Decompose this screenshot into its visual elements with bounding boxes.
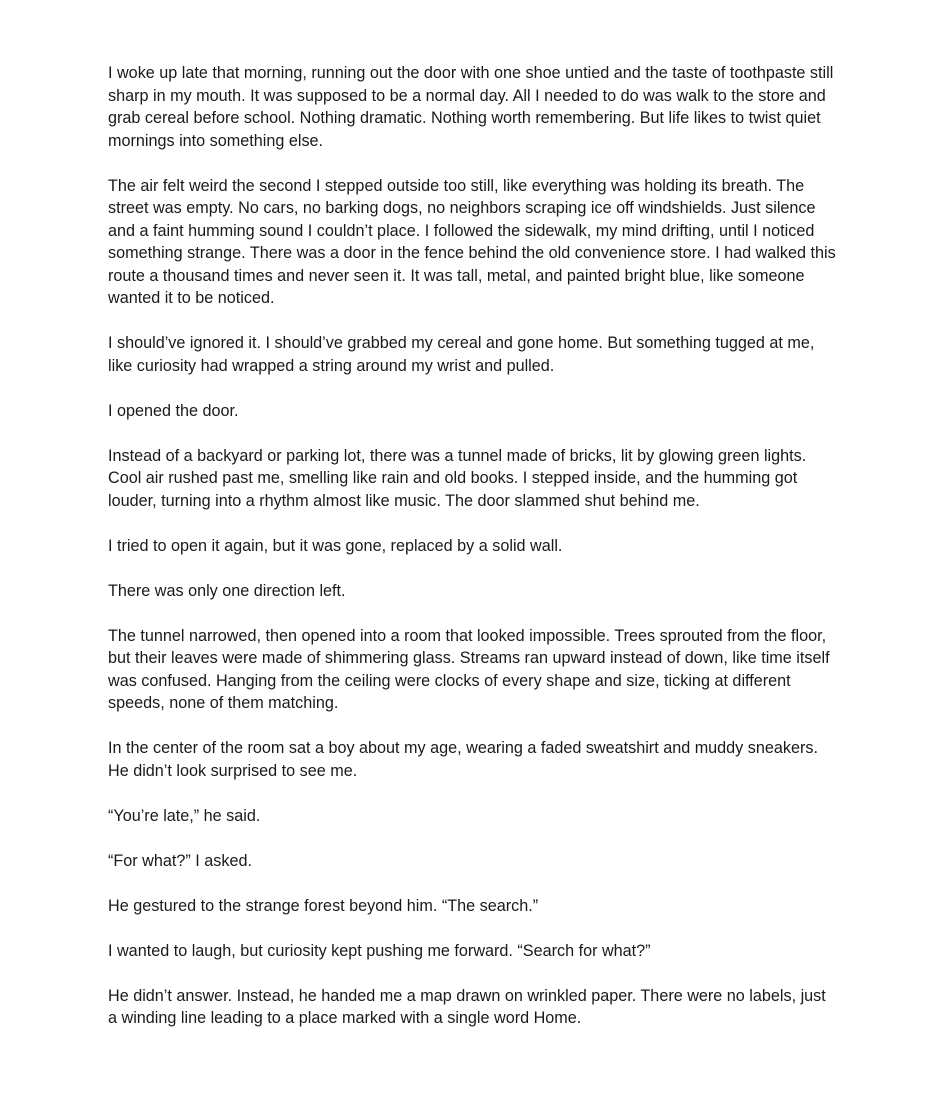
paragraph: I should’ve ignored it. I should’ve grabbed my cereal and gone home. But something tugged at me, like curiosity had wrapped a string around my wrist and pulled. [108,334,815,375]
paragraph: “You’re late,” he said. [108,806,261,825]
paragraph: He gestured to the strange forest beyond him. “The search.” [108,896,539,915]
paragraph: I tried to open it again, but it was gone, replaced by a solid wall. [108,536,563,555]
paragraph: I opened the door. [108,401,239,420]
paragraph: I woke up late that morning, running out the door with one shoe untied and the taste of toothpaste still sharp in my mouth. It was supposed to be a normal day. All I needed to do was walk to the store and grab cereal before school. Nothing dramatic. Nothing worth remembering. But life likes to twist quiet mornings into something else. [108,64,834,150]
paragraph: I wanted to laugh, but curiosity kept pushing me forward. “Search for what?” [108,941,651,960]
paragraph: The tunnel narrowed, then opened into a room that looked impossible. Trees sprouted from the floor, but their leaves were made of shimmering glass. Streams ran upward instead of down, like time itself was confused. Hanging from the ceiling were clocks of every shape and size, ticking at different speeds, none of them matching. [108,626,830,712]
paragraph: There was only one direction left. [108,581,346,600]
paragraph: In the center of the room sat a boy about my age, wearing a faded sweatshirt and muddy sneakers. He didn’t look surprised to see me. [108,739,818,780]
document-page [108,62,836,1030]
paragraph: Instead of a backyard or parking lot, there was a tunnel made of bricks, lit by glowing green lights. Cool air rushed past me, smelling like rain and old books. I stepped inside, and the humming got louder, turning into a rhythm almost like music. The door slammed shut behind me. [108,446,807,510]
paragraph: “For what?” I asked. [108,851,252,870]
paragraph: The air felt weird the second I stepped outside too still, like everything was holding its breath. The street was empty. No cars, no barking dogs, no neighbors scraping ice off windshields. Just silence and a faint humming sound I couldn’t place. I followed the sidewalk, my mind drifting, until I noticed something strange. There was a door in the fence behind the old convenience store. I had walked this route a thousand times and never seen it. It was tall, metal, and painted bright blue, like someone wanted it to be noticed. [108,176,836,307]
paragraph: He didn’t answer. Instead, he handed me a map drawn on wrinkled paper. There were no labels, just a winding line leading to a place marked with a single word Home. [108,986,826,1027]
